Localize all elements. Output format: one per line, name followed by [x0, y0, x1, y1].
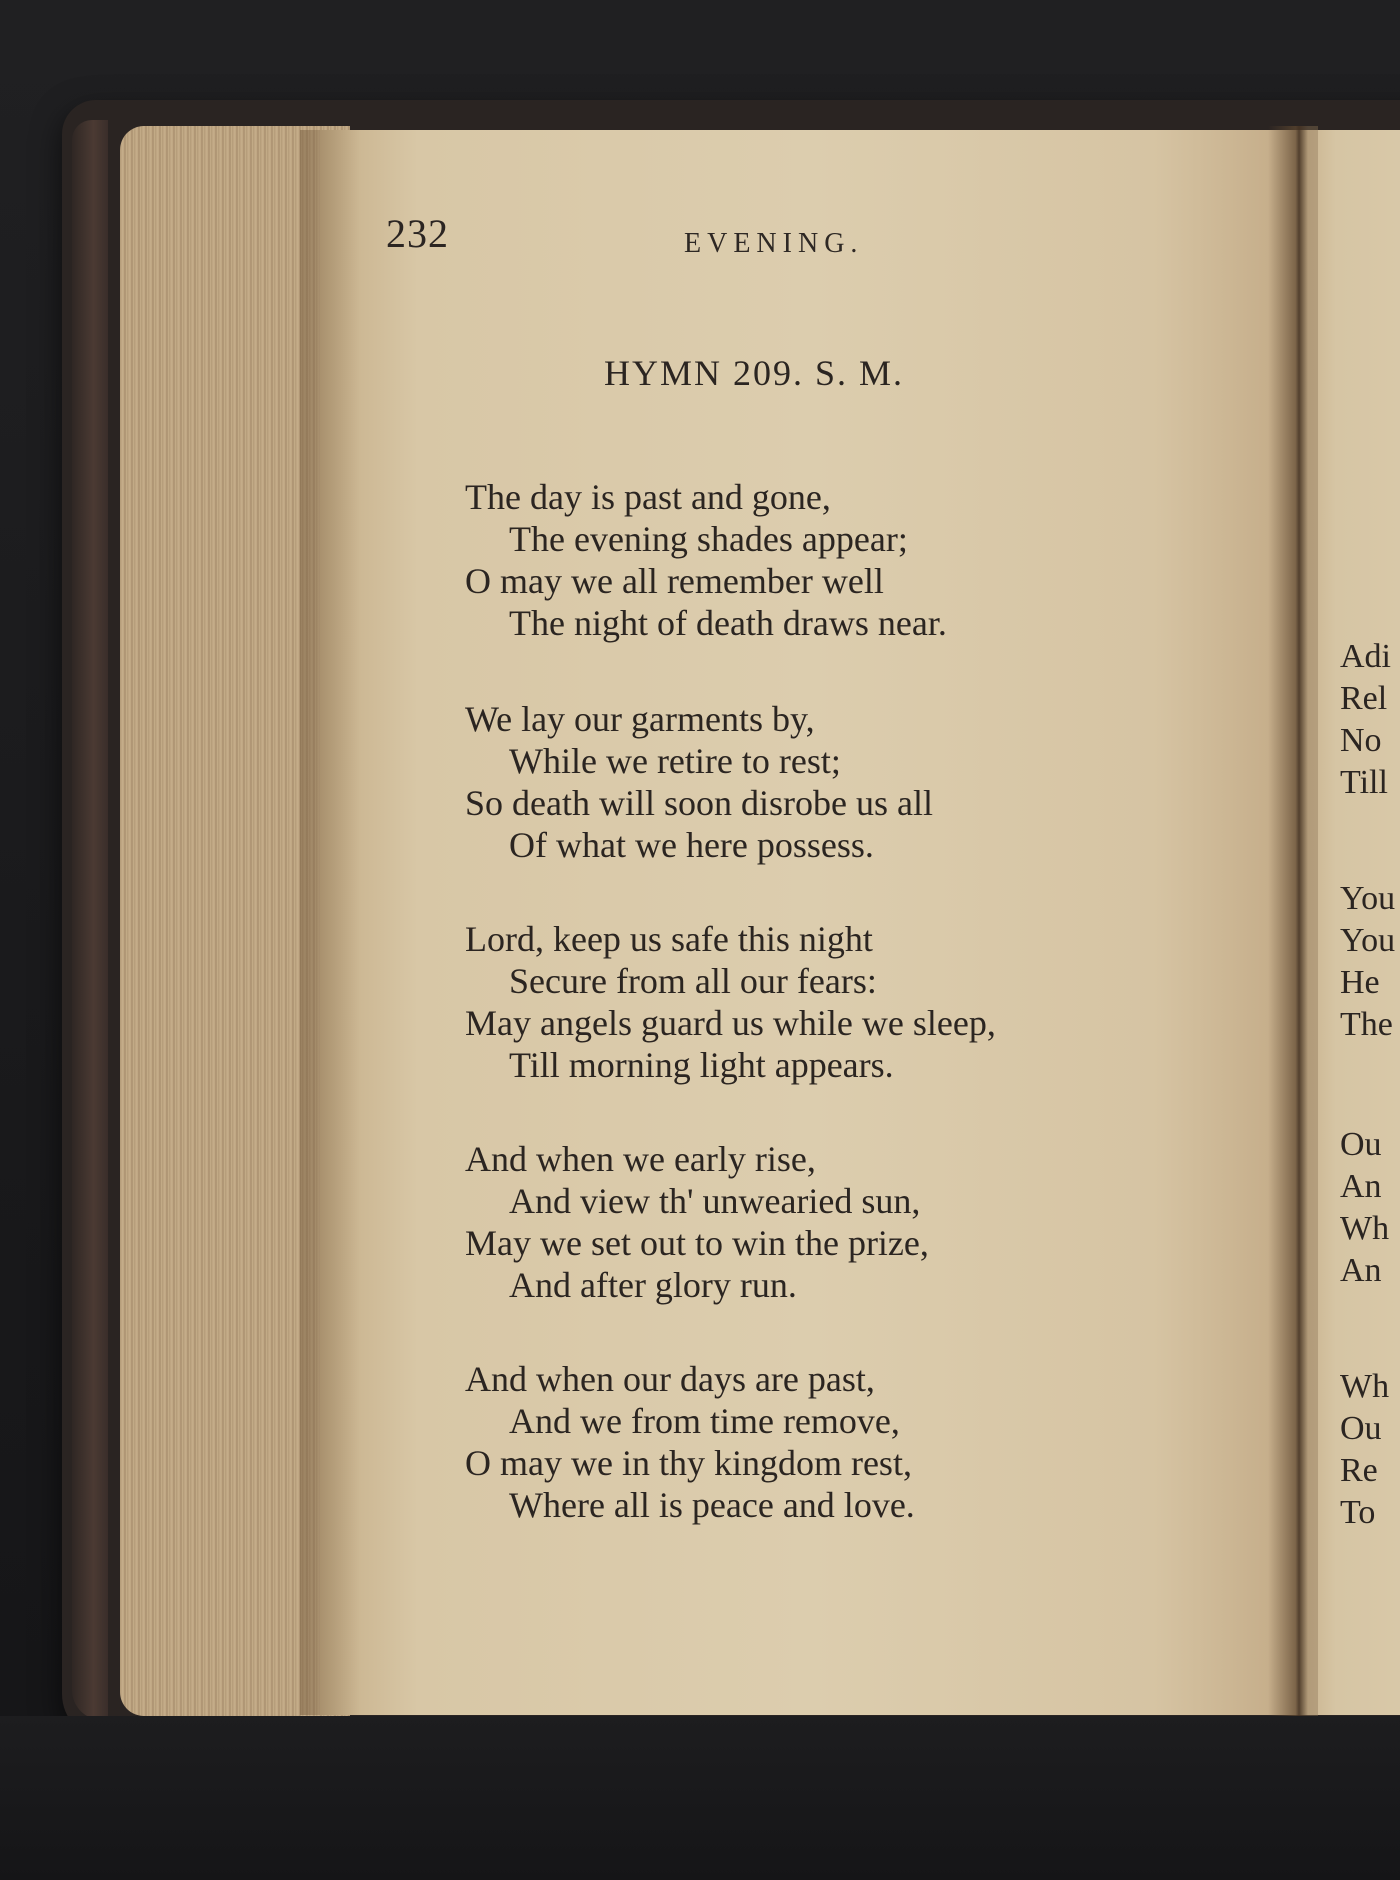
- verse-line: While we retire to rest;: [509, 741, 841, 781]
- facing-page-fragment: The: [1340, 1006, 1393, 1043]
- verse-line: Where all is peace and love.: [509, 1485, 915, 1525]
- verse-line: The evening shades appear;: [509, 519, 908, 559]
- facing-page-fragment: Wh: [1340, 1368, 1390, 1405]
- verse-line: And when our days are past,: [465, 1359, 875, 1399]
- verse-line: We lay our garments by,: [465, 699, 815, 739]
- facing-page-fragment: An: [1340, 1168, 1382, 1205]
- verse-line: May we set out to win the prize,: [465, 1223, 929, 1263]
- facing-page-fragment: An: [1340, 1252, 1382, 1289]
- facing-page-fragment: You: [1340, 922, 1396, 959]
- facing-page-fragment-group: [1340, 1124, 1400, 1292]
- stanza-1: [465, 476, 1165, 644]
- verse-line: Lord, keep us safe this night: [465, 919, 873, 959]
- verse-line: So death will soon disrobe us all: [465, 783, 933, 823]
- hymn-title: HYMN 209. S. M.: [604, 353, 905, 393]
- page-number: 232: [386, 211, 449, 256]
- verse-line: The day is past and gone,: [465, 477, 831, 517]
- facing-page-fragment: Wh: [1340, 1210, 1390, 1247]
- facing-page-fragment: Ou: [1340, 1126, 1382, 1163]
- verse-line: Till morning light appears.: [509, 1045, 894, 1085]
- facing-page-fragment-group: [1340, 1366, 1400, 1534]
- verse-line: The night of death draws near.: [509, 603, 947, 643]
- verse-line: Of what we here possess.: [509, 825, 874, 865]
- stanza-5: [465, 1358, 1165, 1526]
- stanza-2: [465, 698, 1165, 866]
- facing-page-fragment: Till: [1340, 764, 1388, 801]
- stanza-3: [465, 918, 1165, 1086]
- stanza-4: [465, 1138, 1165, 1306]
- facing-page-fragment: No: [1340, 722, 1382, 759]
- verse-line: O may we in thy kingdom rest,: [465, 1443, 912, 1483]
- facing-page-fragment: Re: [1340, 1452, 1378, 1489]
- facing-page-fragment-group: [1340, 878, 1400, 1046]
- facing-page-fragment: Rel: [1340, 680, 1388, 717]
- facing-page-fragment: Ou: [1340, 1410, 1382, 1447]
- facing-page-fragment: You: [1340, 880, 1396, 917]
- verse-line: May angels guard us while we sleep,: [465, 1003, 996, 1043]
- verse-line: And view th' unwearied sun,: [509, 1181, 921, 1221]
- facing-page-fragment: He: [1340, 964, 1380, 1001]
- verse-line: O may we all remember well: [465, 561, 884, 601]
- running-head: EVENING.: [684, 228, 864, 259]
- verse-line: And we from time remove,: [509, 1401, 900, 1441]
- facing-page-fragment: Adi: [1340, 638, 1391, 675]
- verse-line: And when we early rise,: [465, 1139, 816, 1179]
- facing-page-fragment: To: [1340, 1494, 1376, 1531]
- facing-page-fragment-group: [1340, 636, 1400, 804]
- verse-line: And after glory run.: [509, 1265, 797, 1305]
- verse-line: Secure from all our fears:: [509, 961, 877, 1001]
